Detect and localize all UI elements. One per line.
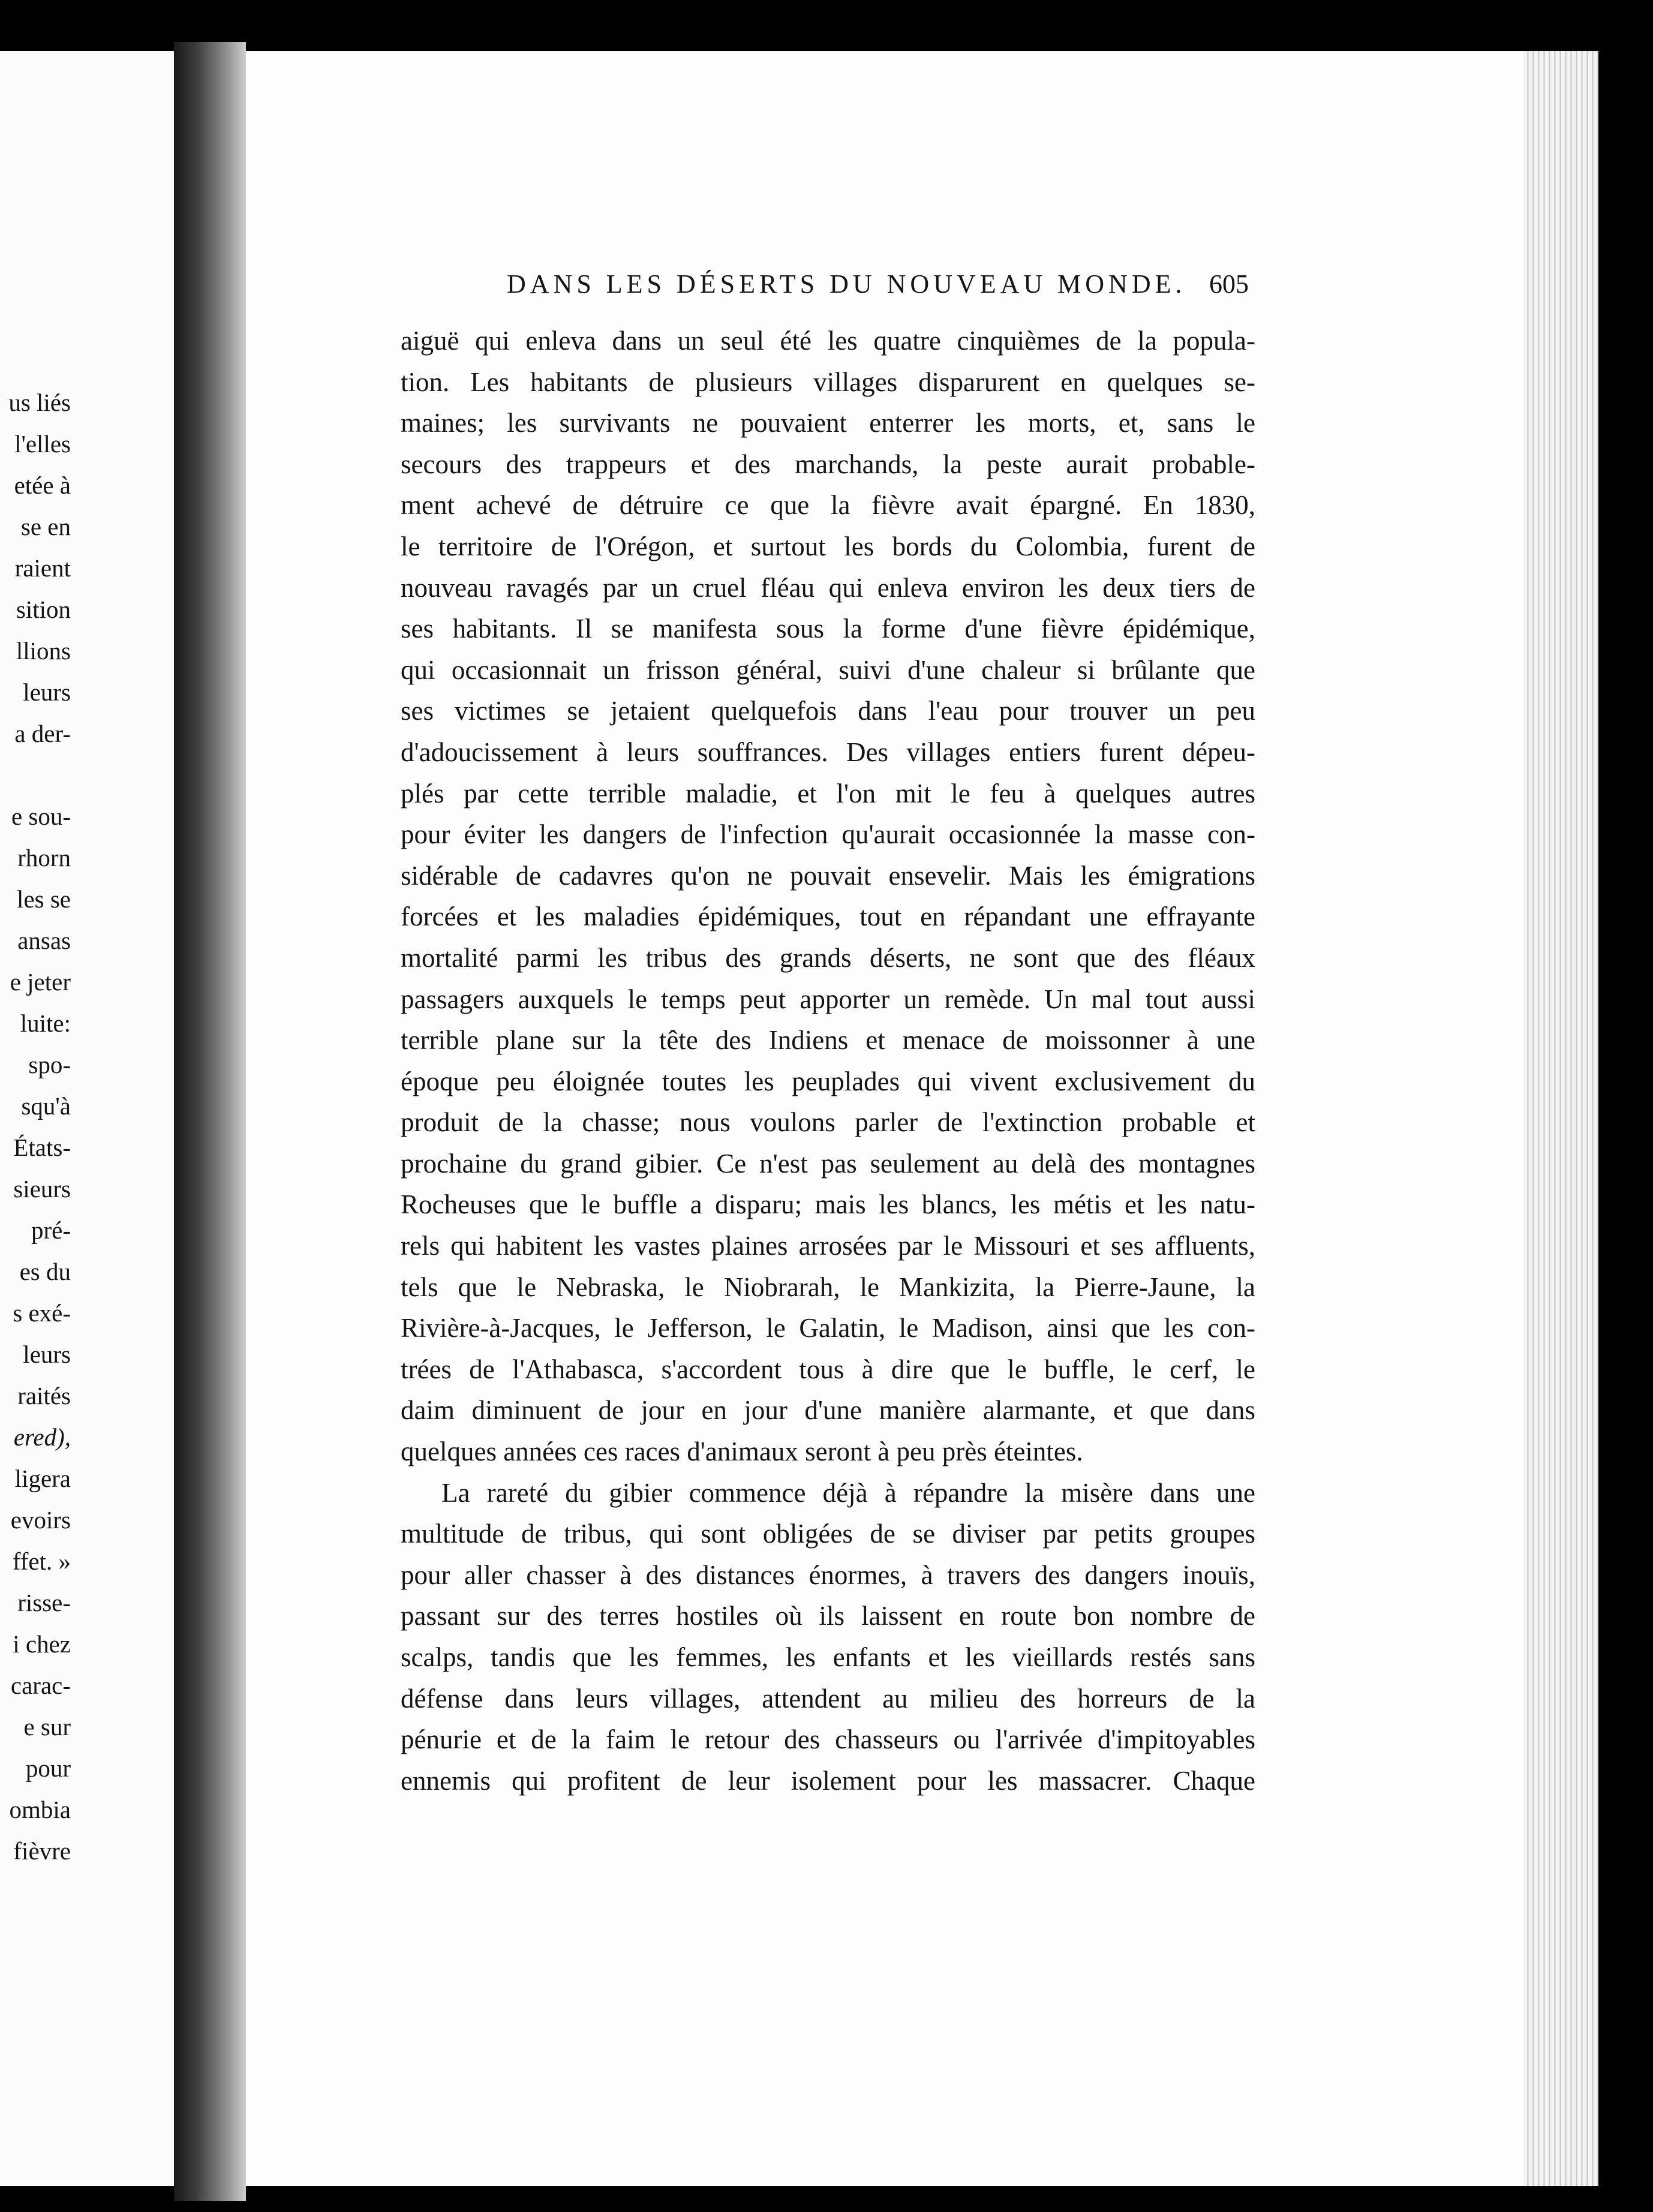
book-gutter [174, 42, 246, 2201]
previous-page-line: spo- [28, 1051, 71, 1078]
paragraph-end-line: quelques années ces races d'animaux seront à peu près éteintes. [401, 1436, 1083, 1467]
previous-page-line: les se [17, 885, 71, 913]
previous-page-line: leurs [23, 1341, 71, 1368]
previous-page-line: ffet. » [12, 1547, 71, 1575]
text-line: forcées et les maladies épidémiques, tout en répandant une effrayante [401, 901, 1255, 932]
text-line: maines; les survivants ne pouvaient enterrer les morts, et, sans le [401, 408, 1255, 438]
previous-page-line: fièvre [13, 1837, 71, 1865]
previous-page-line: raités [17, 1382, 71, 1409]
text-line: ses victimes se jetaient quelquefois dans l'eau pour trouver un peu [401, 696, 1255, 726]
previous-page-line: evoirs [10, 1506, 71, 1534]
previous-page-line: squ'à [21, 1092, 71, 1120]
text-line: nouveau ravagés par un cruel fléau qui enleva environ les deux tiers de [401, 572, 1255, 603]
previous-page-line: us liés [8, 389, 71, 416]
previous-page-line: rhorn [17, 844, 71, 871]
text-line: sidérable de cadavres qu'on ne pouvait ensevelir. Mais les émigrations [401, 860, 1255, 891]
text-line: ment achevé de détruire ce que la fièvre avait épargné. En 1830, [401, 490, 1255, 521]
text-line: d'adoucissement à leurs souffrances. Des villages entiers furent dépeu- [401, 737, 1255, 767]
text-line: scalps, tandis que les femmes, les enfants et les vieillards restés sans [401, 1642, 1255, 1672]
previous-page-line [0, 755, 71, 796]
previous-page-line: e jeter [10, 968, 71, 996]
previous-page-line: ansas [17, 927, 71, 954]
text-line: ses habitants. Il se manifesta sous la forme d'une fièvre épidémique, [401, 614, 1255, 644]
text-line: aiguë qui enleva dans un seul été les quatre cinquièmes de la popula- [401, 326, 1255, 356]
previous-page-line: raient [14, 554, 71, 582]
previous-page-line: e sur [23, 1713, 71, 1741]
paragraph-start-line: La rareté du gibier commence déjà à répandre la misère dans une [441, 1477, 1255, 1508]
text-line: défense dans leurs villages, attendent au milieu des horreurs de la [401, 1683, 1255, 1714]
text-line: pour éviter les dangers de l'infection qu'aurait occasionnée la masse con- [401, 819, 1255, 850]
text-line: ennemis qui profitent de leur isolement pour les massacrer. Chaque [401, 1765, 1255, 1796]
previous-page-line: llions [16, 637, 71, 665]
text-line: passant sur des terres hostiles où ils laissent en route bon nombre de [401, 1601, 1255, 1631]
previous-page-line: États- [13, 1134, 71, 1161]
previous-page-text [0, 382, 71, 1872]
previous-page-line: s exé- [13, 1299, 71, 1327]
previous-page-line: pour [25, 1754, 71, 1782]
previous-page-line: l'elles [14, 430, 71, 458]
previous-page-line: se en [20, 513, 71, 540]
text-line: daim diminuent de jour en jour d'une manière alarmante, et que dans [401, 1395, 1255, 1426]
body-text [401, 320, 1255, 1801]
text-line: mortalité parmi les tribus des grands déserts, ne sont que des fléaux [401, 942, 1255, 973]
text-line: qui occasionnait un frisson général, suivi d'une chaleur si brûlante que [401, 654, 1255, 685]
previous-page [0, 51, 174, 2186]
text-line: secours des trappeurs et des marchands, la peste aurait probable- [401, 449, 1255, 479]
text-line: Rivière-à-Jacques, le Jefferson, le Galatin, le Madison, ainsi que les con- [401, 1313, 1255, 1344]
previous-page-line: sieurs [13, 1175, 71, 1203]
text-line: multitude de tribus, qui sont obligées de se diviser par petits groupes [401, 1519, 1255, 1549]
previous-page-line: e sou- [11, 803, 71, 830]
text-line: tion. Les habitants de plusieurs villages disparurent en quelques se- [401, 366, 1255, 397]
running-head: DANS LES DÉSERTS DU NOUVEAU MONDE. [507, 269, 1186, 299]
previous-page-line: i chez [13, 1630, 71, 1658]
previous-page-line: leurs [23, 678, 71, 706]
text-line: tels que le Nebraska, le Niobrarah, le Mankizita, la Pierre-Jaune, la [401, 1272, 1255, 1302]
text-line: pénurie et de la faim le retour des chasseurs ou l'arrivée d'impitoyables [401, 1724, 1255, 1755]
text-line: passagers auxquels le temps peut apporter un remède. Un mal tout aussi [401, 984, 1255, 1014]
previous-page-line: ered), [13, 1423, 71, 1451]
previous-page-line: pré- [31, 1216, 71, 1244]
text-line: pour aller chasser à des distances énormes, à travers des dangers inouïs, [401, 1559, 1255, 1590]
previous-page-line: luite: [20, 1009, 71, 1037]
previous-page-line: etée à [14, 471, 71, 499]
text-line: produit de la chasse; nous voulons parler de l'extinction probable et [401, 1107, 1255, 1138]
previous-page-line: a der- [14, 720, 71, 747]
previous-page-line: risse- [17, 1589, 71, 1616]
text-line: Rocheuses que le buffle a disparu; mais les blancs, les métis et les natu- [401, 1189, 1255, 1220]
previous-page-line: ligera [14, 1465, 71, 1492]
previous-page-line: ombia [9, 1796, 71, 1823]
previous-page-line: carac- [10, 1672, 71, 1699]
previous-page-line: sition [16, 596, 71, 623]
text-line: plés par cette terrible maladie, et l'on mit le feu à quelques autres [401, 778, 1255, 809]
text-line: prochaine du grand gibier. Ce n'est pas seulement au delà des montagnes [401, 1148, 1255, 1179]
page-edges [1523, 51, 1598, 2186]
text-line: rels qui habitent les vastes plaines arrosées par le Missouri et ses affluents, [401, 1231, 1255, 1261]
text-line: terrible plane sur la tête des Indiens et menace de moissonner à une [401, 1025, 1255, 1056]
text-line: époque peu éloignée toutes les peuplades qui vivent exclusivement du [401, 1066, 1255, 1096]
text-line: trées de l'Athabasca, s'accordent tous à dire que le buffle, le cerf, le [401, 1354, 1255, 1384]
page-number: 605 [1209, 269, 1249, 299]
previous-page-line: es du [19, 1258, 71, 1285]
text-line: le territoire de l'Orégon, et surtout les bords du Colombia, furent de [401, 531, 1255, 561]
